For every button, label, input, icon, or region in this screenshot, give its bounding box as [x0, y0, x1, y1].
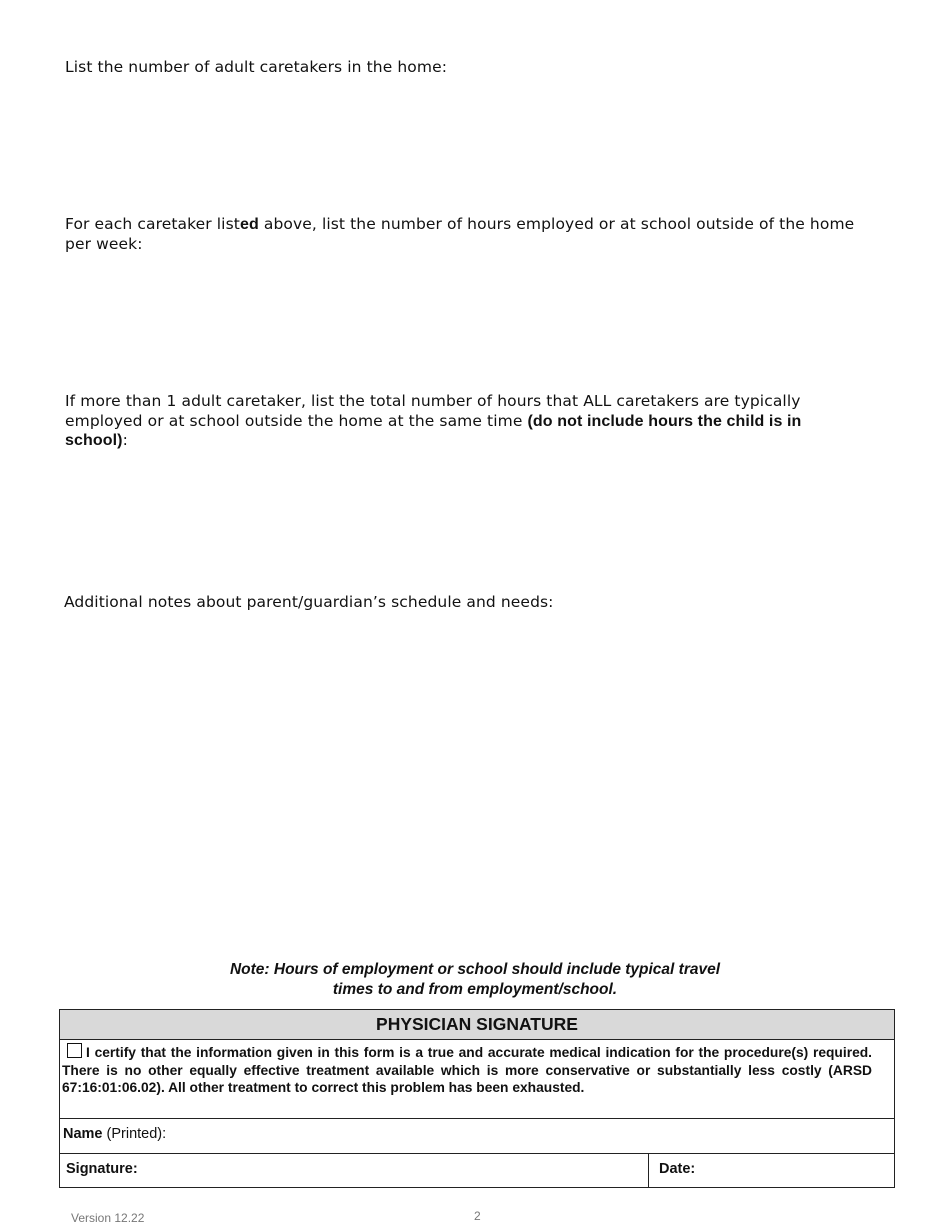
- physician-signature-table: [59, 1009, 895, 1188]
- signature-header: PHYSICIAN SIGNATURE: [60, 1010, 895, 1040]
- question-additional-notes: [64, 593, 854, 613]
- certification-cell: [60, 1040, 895, 1119]
- question-suffix: :: [122, 431, 128, 449]
- date-label: Date:: [659, 1161, 696, 1177]
- note-line-2: times to and from employment/school.: [332, 981, 618, 998]
- question-adult-caretakers: [65, 58, 855, 78]
- certify-checkbox[interactable]: [67, 1043, 82, 1058]
- note-line-1: Note: Hours of employment or school should include typical travel: [229, 961, 721, 978]
- name-label-suffix: (Printed):: [102, 1126, 167, 1142]
- name-printed-field[interactable]: [60, 1119, 895, 1154]
- question-text-bold: ed: [239, 216, 259, 233]
- question-text: Additional notes about parent/guardian’s schedule and needs:: [64, 593, 554, 611]
- employment-note: [150, 960, 800, 1000]
- question-emphasis: (do not include hours the child is in school): [65, 412, 802, 449]
- question-text-start: For each caretaker list: [65, 215, 240, 233]
- signature-label: Signature:: [66, 1161, 138, 1177]
- date-field[interactable]: [649, 1154, 895, 1188]
- version-label: Version 12.22: [71, 1211, 145, 1225]
- question-text: If more than 1 adult caretaker, list the total number of hours that ALL caretakers are typically employed or at school outside the home at the same time: [65, 392, 801, 430]
- signature-field[interactable]: [60, 1154, 649, 1188]
- question-caretaker-hours: [65, 215, 855, 254]
- question-text-end: above, list the number of hours employed or at school outside of the home per week:: [65, 215, 855, 253]
- question-total-hours: [65, 392, 855, 451]
- page-number: 2: [474, 1209, 481, 1223]
- certification-text: I certify that the information given in this form is a true and accurate medical indication for the procedure(s) required. There is no other equally effective treatment available which is more conservative or substantially less costly (ARSD 67:16:01:06.02). All other treatment to correct this problem has been exhausted.: [62, 1045, 872, 1095]
- question-text: List the number of adult caretakers in the home:: [65, 58, 448, 76]
- name-label: Name: [63, 1126, 103, 1142]
